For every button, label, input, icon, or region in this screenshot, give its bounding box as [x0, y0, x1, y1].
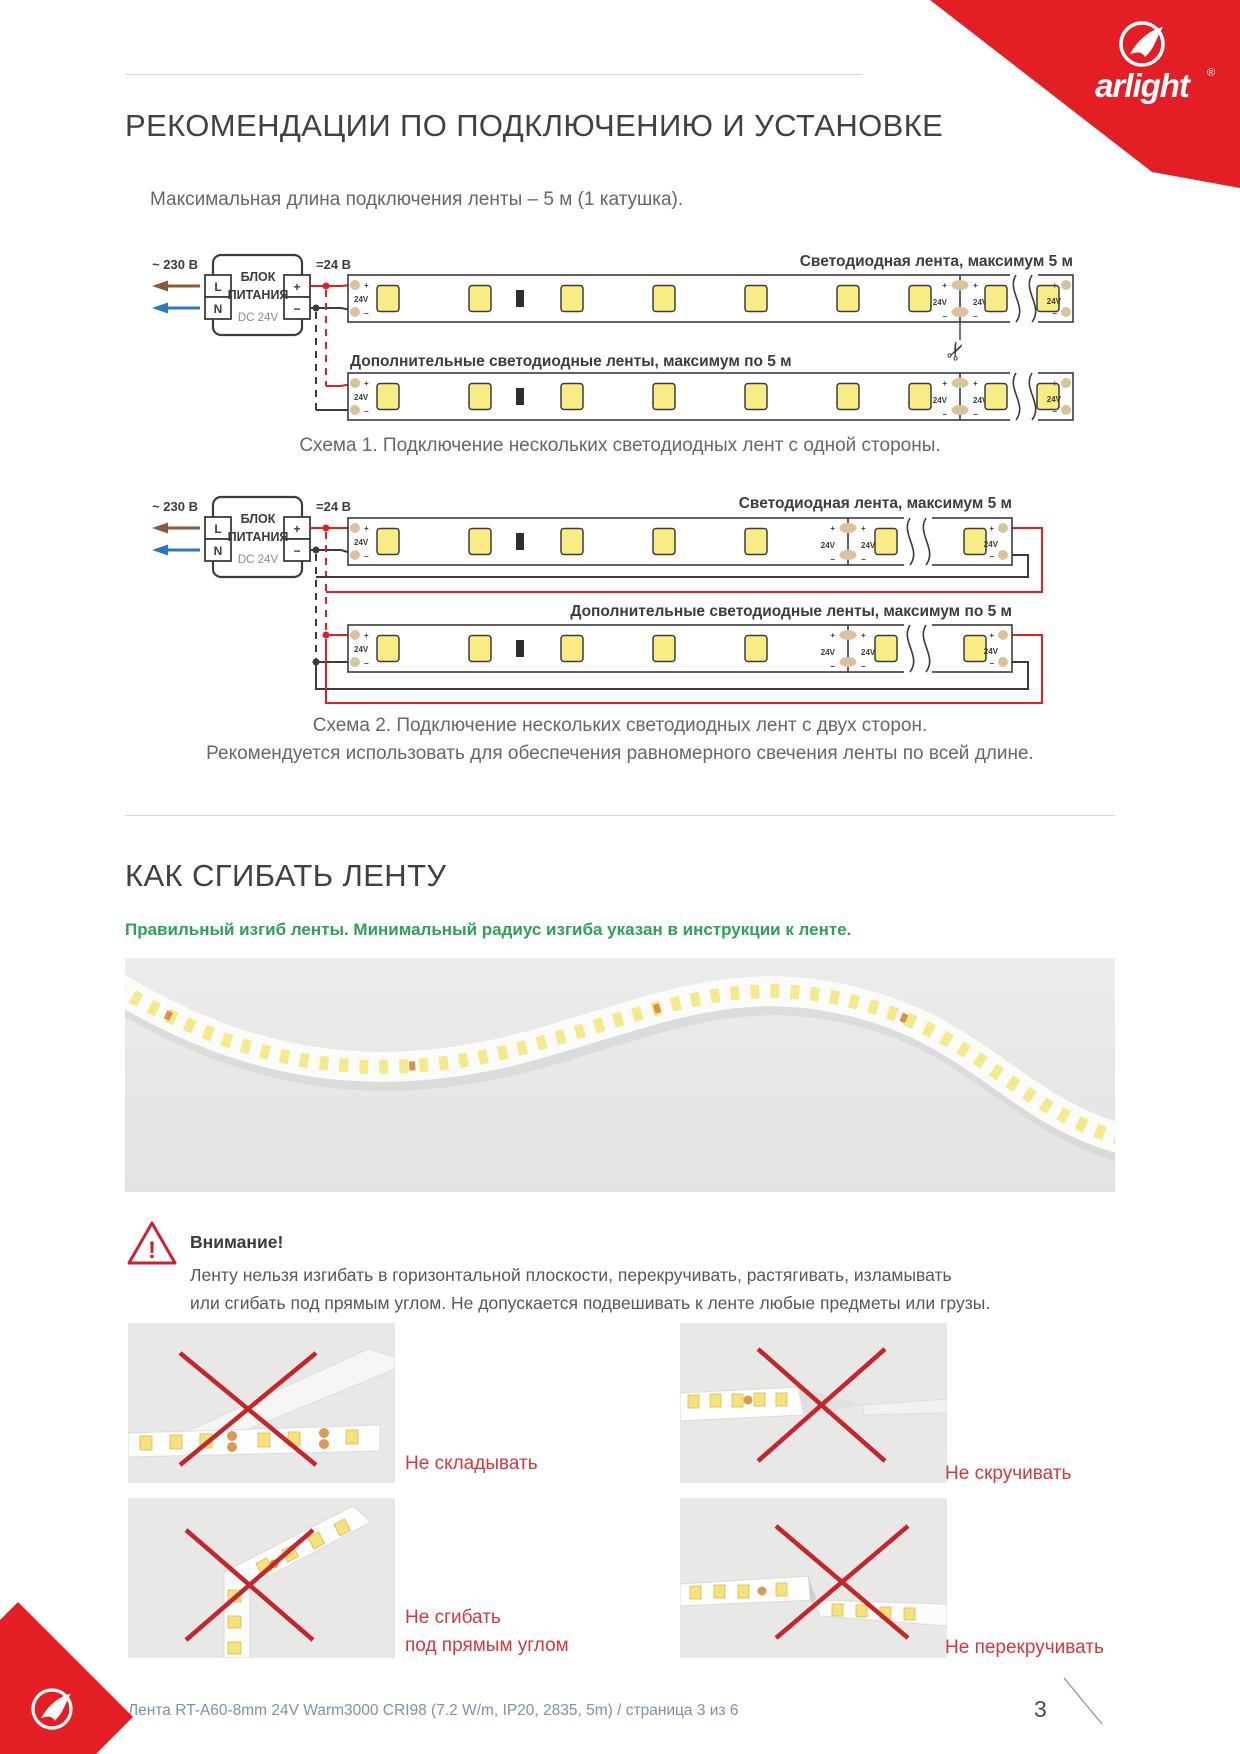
- strip-title: Светодиодная лента, максимум 5 м: [799, 253, 1073, 270]
- wire-junction-dot: [323, 632, 330, 639]
- warning-title: Внимание!: [190, 1232, 284, 1252]
- correct-bend-note: Правильный изгиб ленты. Минимальный радиус изгиба указан в инструкции к ленте.: [125, 920, 852, 939]
- scissors-icon: ✂: [940, 336, 974, 367]
- wire-junction-dot: [313, 305, 320, 312]
- scheme1-caption: Схема 1. Подключение нескольких светодиодных лент с одной стороны.: [299, 435, 941, 456]
- brand-diamond: [0, 1574, 180, 1754]
- strip-title: Светодиодная лента, максимум 5 м: [738, 495, 1012, 512]
- brand-pennant: [920, 0, 1240, 200]
- warning-triangle-icon: [126, 1218, 180, 1270]
- scheme2-diagram: [120, 485, 1120, 713]
- footer-slash-line: [1058, 1674, 1110, 1730]
- no-right-angle-label: [405, 1604, 569, 1660]
- registered-mark: ®: [1207, 67, 1216, 79]
- no-overtwisting-label: Не перекручивать: [945, 1637, 1104, 1658]
- wire-junction-dot: [313, 659, 320, 666]
- page-title: РЕКОМЕНДАЦИИ ПО ПОДКЛЮЧЕНИЮ И УСТАНОВКЕ: [125, 108, 944, 143]
- exclamation-mark: !: [148, 1237, 156, 1264]
- footer-product-info: Лента RT-A60-8mm 24V Warm3000 CRI98 (7.2 W/m, IP20, 2835, 5m) / страница 3 из 6: [128, 1702, 739, 1719]
- brand-logo-text: arlight: [1095, 67, 1189, 104]
- bend-section-title: КАК СГИБАТЬ ЛЕНТУ: [125, 858, 447, 893]
- scheme2-caption-line1: Схема 2. Подключение нескольких светодиодных лент с двух сторон.: [312, 715, 928, 736]
- warning-line1: Ленту нельзя изгибать в горизонтальной плоскости, перекручивать, растягивать, изламывать: [190, 1265, 952, 1285]
- warning-text: [190, 1262, 1130, 1317]
- wire-junction-dot: [323, 525, 330, 532]
- no-overtwisting-figure: [680, 1498, 947, 1658]
- no-folding-label: Не складывать: [405, 1453, 538, 1474]
- no-right-angle-label-line2: под прямым углом: [405, 1635, 569, 1656]
- wire-junction-dot: [323, 283, 330, 290]
- extra-strips-title: Дополнительные светодиодные ленты, максимум по 5 м: [350, 353, 792, 370]
- scheme2-caption-line2: Рекомендуется использовать для обеспечения равномерного свечения ленты по всей длине.: [206, 743, 1034, 764]
- wire-junction-dot: [313, 547, 320, 554]
- page-number: 3: [1034, 1696, 1047, 1722]
- extra-strips-title: Дополнительные светодиодные ленты, максимум по 5 м: [570, 603, 1012, 620]
- section-divider: [125, 815, 1115, 816]
- bent-strip-photo: [125, 958, 1115, 1192]
- top-divider: [125, 74, 862, 75]
- intro-text: Максимальная длина подключения ленты – 5 м (1 катушка).: [150, 189, 684, 210]
- warning-line2: или сгибать под прямым углом. Не допускается подвешивать к ленте любые предметы или грузы.: [190, 1292, 991, 1313]
- no-twisting-label: Не скручивать: [945, 1463, 1072, 1484]
- no-twisting-figure: [680, 1323, 947, 1483]
- no-right-angle-label-line1: Не сгибать: [405, 1607, 501, 1628]
- scheme1-diagram: [120, 240, 1120, 430]
- no-folding-figure: [128, 1323, 395, 1483]
- scheme2-caption: [120, 712, 1120, 768]
